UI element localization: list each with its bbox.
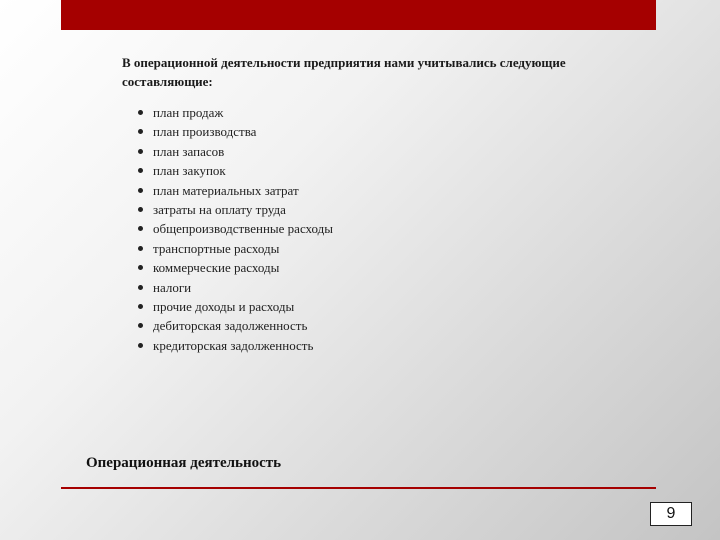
- bullet-icon: [138, 168, 143, 173]
- list-item: [122, 161, 572, 180]
- list-item-label: общепроизводственные расходы: [153, 221, 334, 237]
- page-number: 9: [650, 502, 692, 526]
- bullet-icon: [138, 343, 143, 348]
- footer-divider: [61, 487, 656, 489]
- bullet-icon: [138, 265, 143, 270]
- list-item: [122, 278, 572, 297]
- list-item: [122, 316, 572, 335]
- list-item-label: затраты на оплату труда: [153, 202, 286, 218]
- list-item-label: транспортные расходы: [153, 240, 280, 256]
- list-item-label: кредиторская задолженность: [153, 337, 314, 353]
- bullet-icon: [138, 207, 143, 212]
- list-item: [122, 297, 572, 316]
- list-item-label: налоги: [153, 279, 192, 295]
- list-item-label: коммерческие расходы: [153, 260, 280, 276]
- list-item-label: дебиторская задолженность: [153, 318, 308, 334]
- slide-content: [122, 53, 572, 355]
- list-item-label: план производства: [153, 124, 257, 140]
- components-list: [122, 103, 572, 355]
- list-item-label: план закупок: [153, 163, 226, 179]
- list-item: [122, 336, 572, 355]
- bullet-icon: [138, 304, 143, 309]
- bullet-icon: [138, 246, 143, 251]
- bullet-icon: [138, 188, 143, 193]
- list-item: [122, 122, 572, 141]
- slide-footer-title: Операционная деятельность: [86, 455, 282, 471]
- list-item-label: план материальных затрат: [153, 182, 299, 198]
- bullet-icon: [138, 110, 143, 115]
- top-accent-bar: [61, 0, 656, 30]
- list-item-label: план запасов: [153, 143, 225, 159]
- list-item-label: прочие доходы и расходы: [153, 299, 295, 315]
- list-item: [122, 258, 572, 277]
- bullet-icon: [138, 323, 143, 328]
- list-item: [122, 200, 572, 219]
- list-item: [122, 239, 572, 258]
- list-item-label: план продаж: [153, 105, 224, 120]
- list-item: [122, 103, 572, 122]
- bullet-icon: [138, 129, 143, 134]
- list-item: [122, 181, 572, 200]
- bullet-icon: [138, 285, 143, 290]
- bullet-icon: [138, 149, 143, 154]
- intro-text: В операционной деятельности предприятия нами учитывались следующие составляющие:: [122, 55, 566, 89]
- list-item: [122, 142, 572, 161]
- bullet-icon: [138, 226, 143, 231]
- list-item: [122, 219, 572, 238]
